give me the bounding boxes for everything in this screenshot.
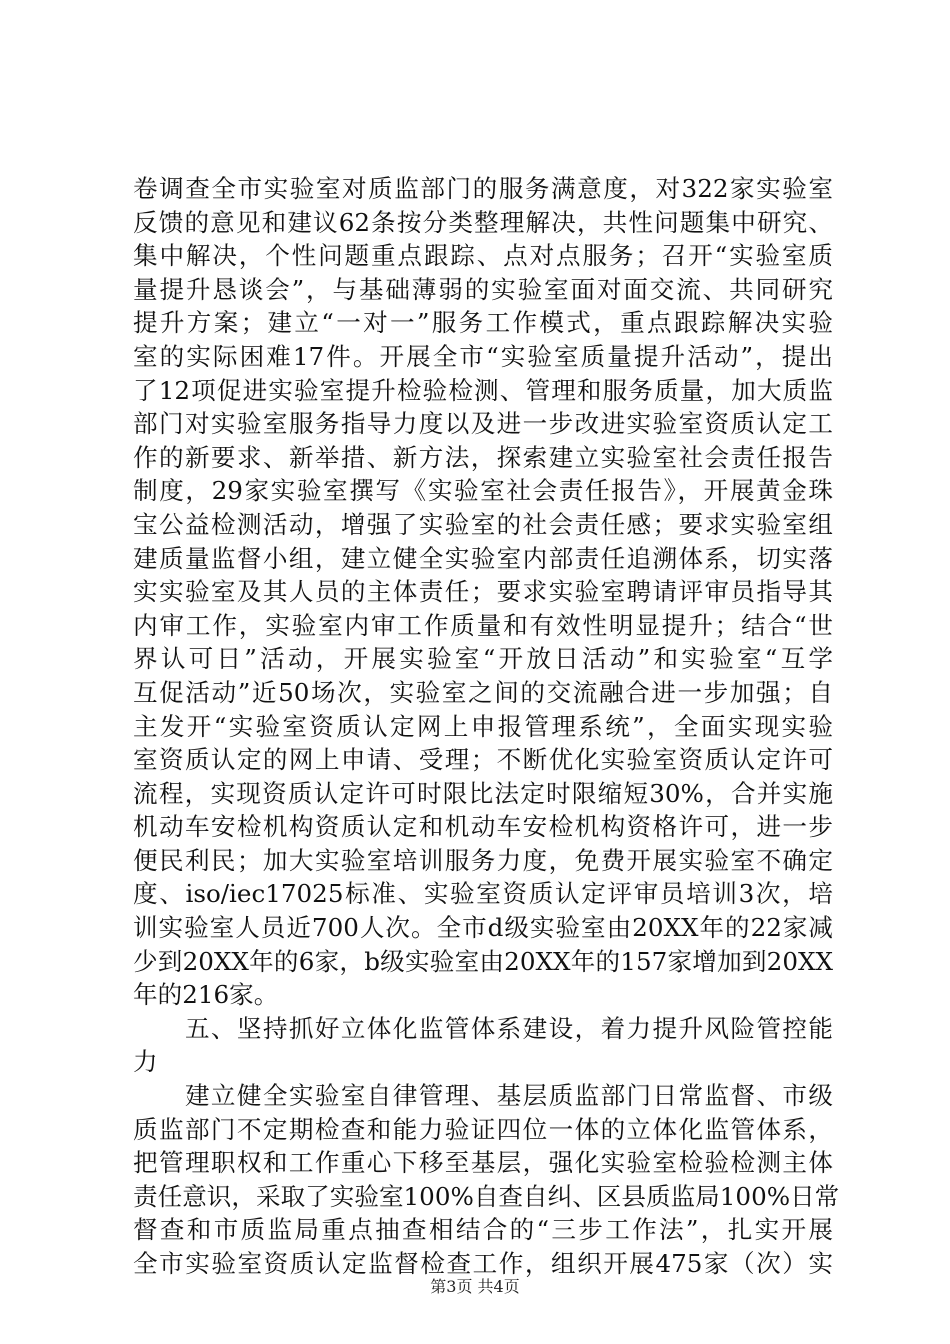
text-line: 互促活动”近50场次，实验室之间的交流融合进一步加强；自 [133,677,833,707]
text-line: 质监部门不定期检查和能力验证四位一体的立体化监管体系， [133,1114,833,1144]
text-line: 责任意识，采取了实验室100%自查自纠、区县质监局100%日常 [133,1181,840,1211]
text-line: 建立健全实验室自律管理、基层质监部门日常监督、市级 [133,1081,833,1111]
text-line: 实实验室及其人员的主体责任；要求实验室聘请评审员指导其 [133,577,833,607]
page-number-footer: 第3页 共4页 [430,1277,520,1296]
section-heading-line: 五、坚持抓好立体化监管体系建设，着力提升风险管控能 [133,1013,833,1043]
text-line: 部门对实验室服务指导力度以及进一步改进实验室资质认定工 [133,409,833,439]
text-line: 督查和市质监局重点抽查相结合的“三步工作法”，扎实开展 [133,1215,833,1245]
text-line: 机动车安检机构资质认定和机动车安检机构资格许可，进一步 [133,812,833,842]
text-line: 集中解决，个性问题重点跟踪、点对点服务；召开“实验室质 [133,241,833,271]
text-line: 主发开“实验室资质认定网上申报管理系统”，全面实现实验 [133,711,833,741]
text-line: 作的新要求、新举措、新方法，探索建立实验室社会责任报告 [133,442,833,472]
text-line: 反馈的意见和建议62条按分类整理解决，共性问题集中研究、 [133,207,833,237]
text-line: 少到20XX年的6家，b级实验室由20XX年的157家增加到20XX [133,946,833,976]
text-line: 流程，实现资质认定许可时限比法定时限缩短30%，合并实施 [133,778,833,808]
text-line: 了12项促进实验室提升检验检测、管理和服务质量，加大质监 [133,375,833,405]
text-line: 界认可日”活动，开展实验室“开放日活动”和实验室“互学 [133,644,833,674]
text-line: 提升方案；建立“一对一”服务工作模式，重点跟踪解决实验 [133,308,833,338]
text-line: 训实验室人员近700人次。全市d级实验室由20XX年的22家减 [133,913,833,943]
text-line: 制度，29家实验室撰写《实验室社会责任报告》，开展黄金珠 [133,476,833,506]
text-line: 室资质认定的网上申请、受理；不断优化实验室资质认定许可 [133,745,833,775]
text-line-paragraph-end: 年的216家。 [133,980,279,1010]
text-line: 宝公益检测活动，增强了实验室的社会责任感；要求实验室组 [133,509,833,539]
body-text [133,172,840,1281]
text-line: 全市实验室资质认定监督检查工作，组织开展475家（次）实 [133,1249,833,1278]
text-line: 把管理职权和工作重心下移至基层，强化实验室检验检测主体 [133,1148,833,1178]
text-line: 卷调查全市实验室对质监部门的服务满意度，对322家实验室 [133,174,833,203]
text-line: 建质量监督小组，建立健全实验室内部责任追溯体系，切实落 [133,543,833,573]
section-heading-line-end: 力 [133,1047,158,1077]
text-line: 便民利民；加大实验室培训服务力度，免费开展实验室不确定 [133,845,833,875]
text-line: 度、iso/iec17025标准、实验室资质认定评审员培训3次，培 [133,879,833,909]
text-line: 室的实际困难17件。开展全市“实验室质量提升活动”，提出 [133,341,833,371]
text-line: 量提升恳谈会”，与基础薄弱的实验室面对面交流、共同研究 [133,274,833,304]
text-line: 内审工作，实验室内审工作质量和有效性明显提升；结合“世 [133,610,833,640]
